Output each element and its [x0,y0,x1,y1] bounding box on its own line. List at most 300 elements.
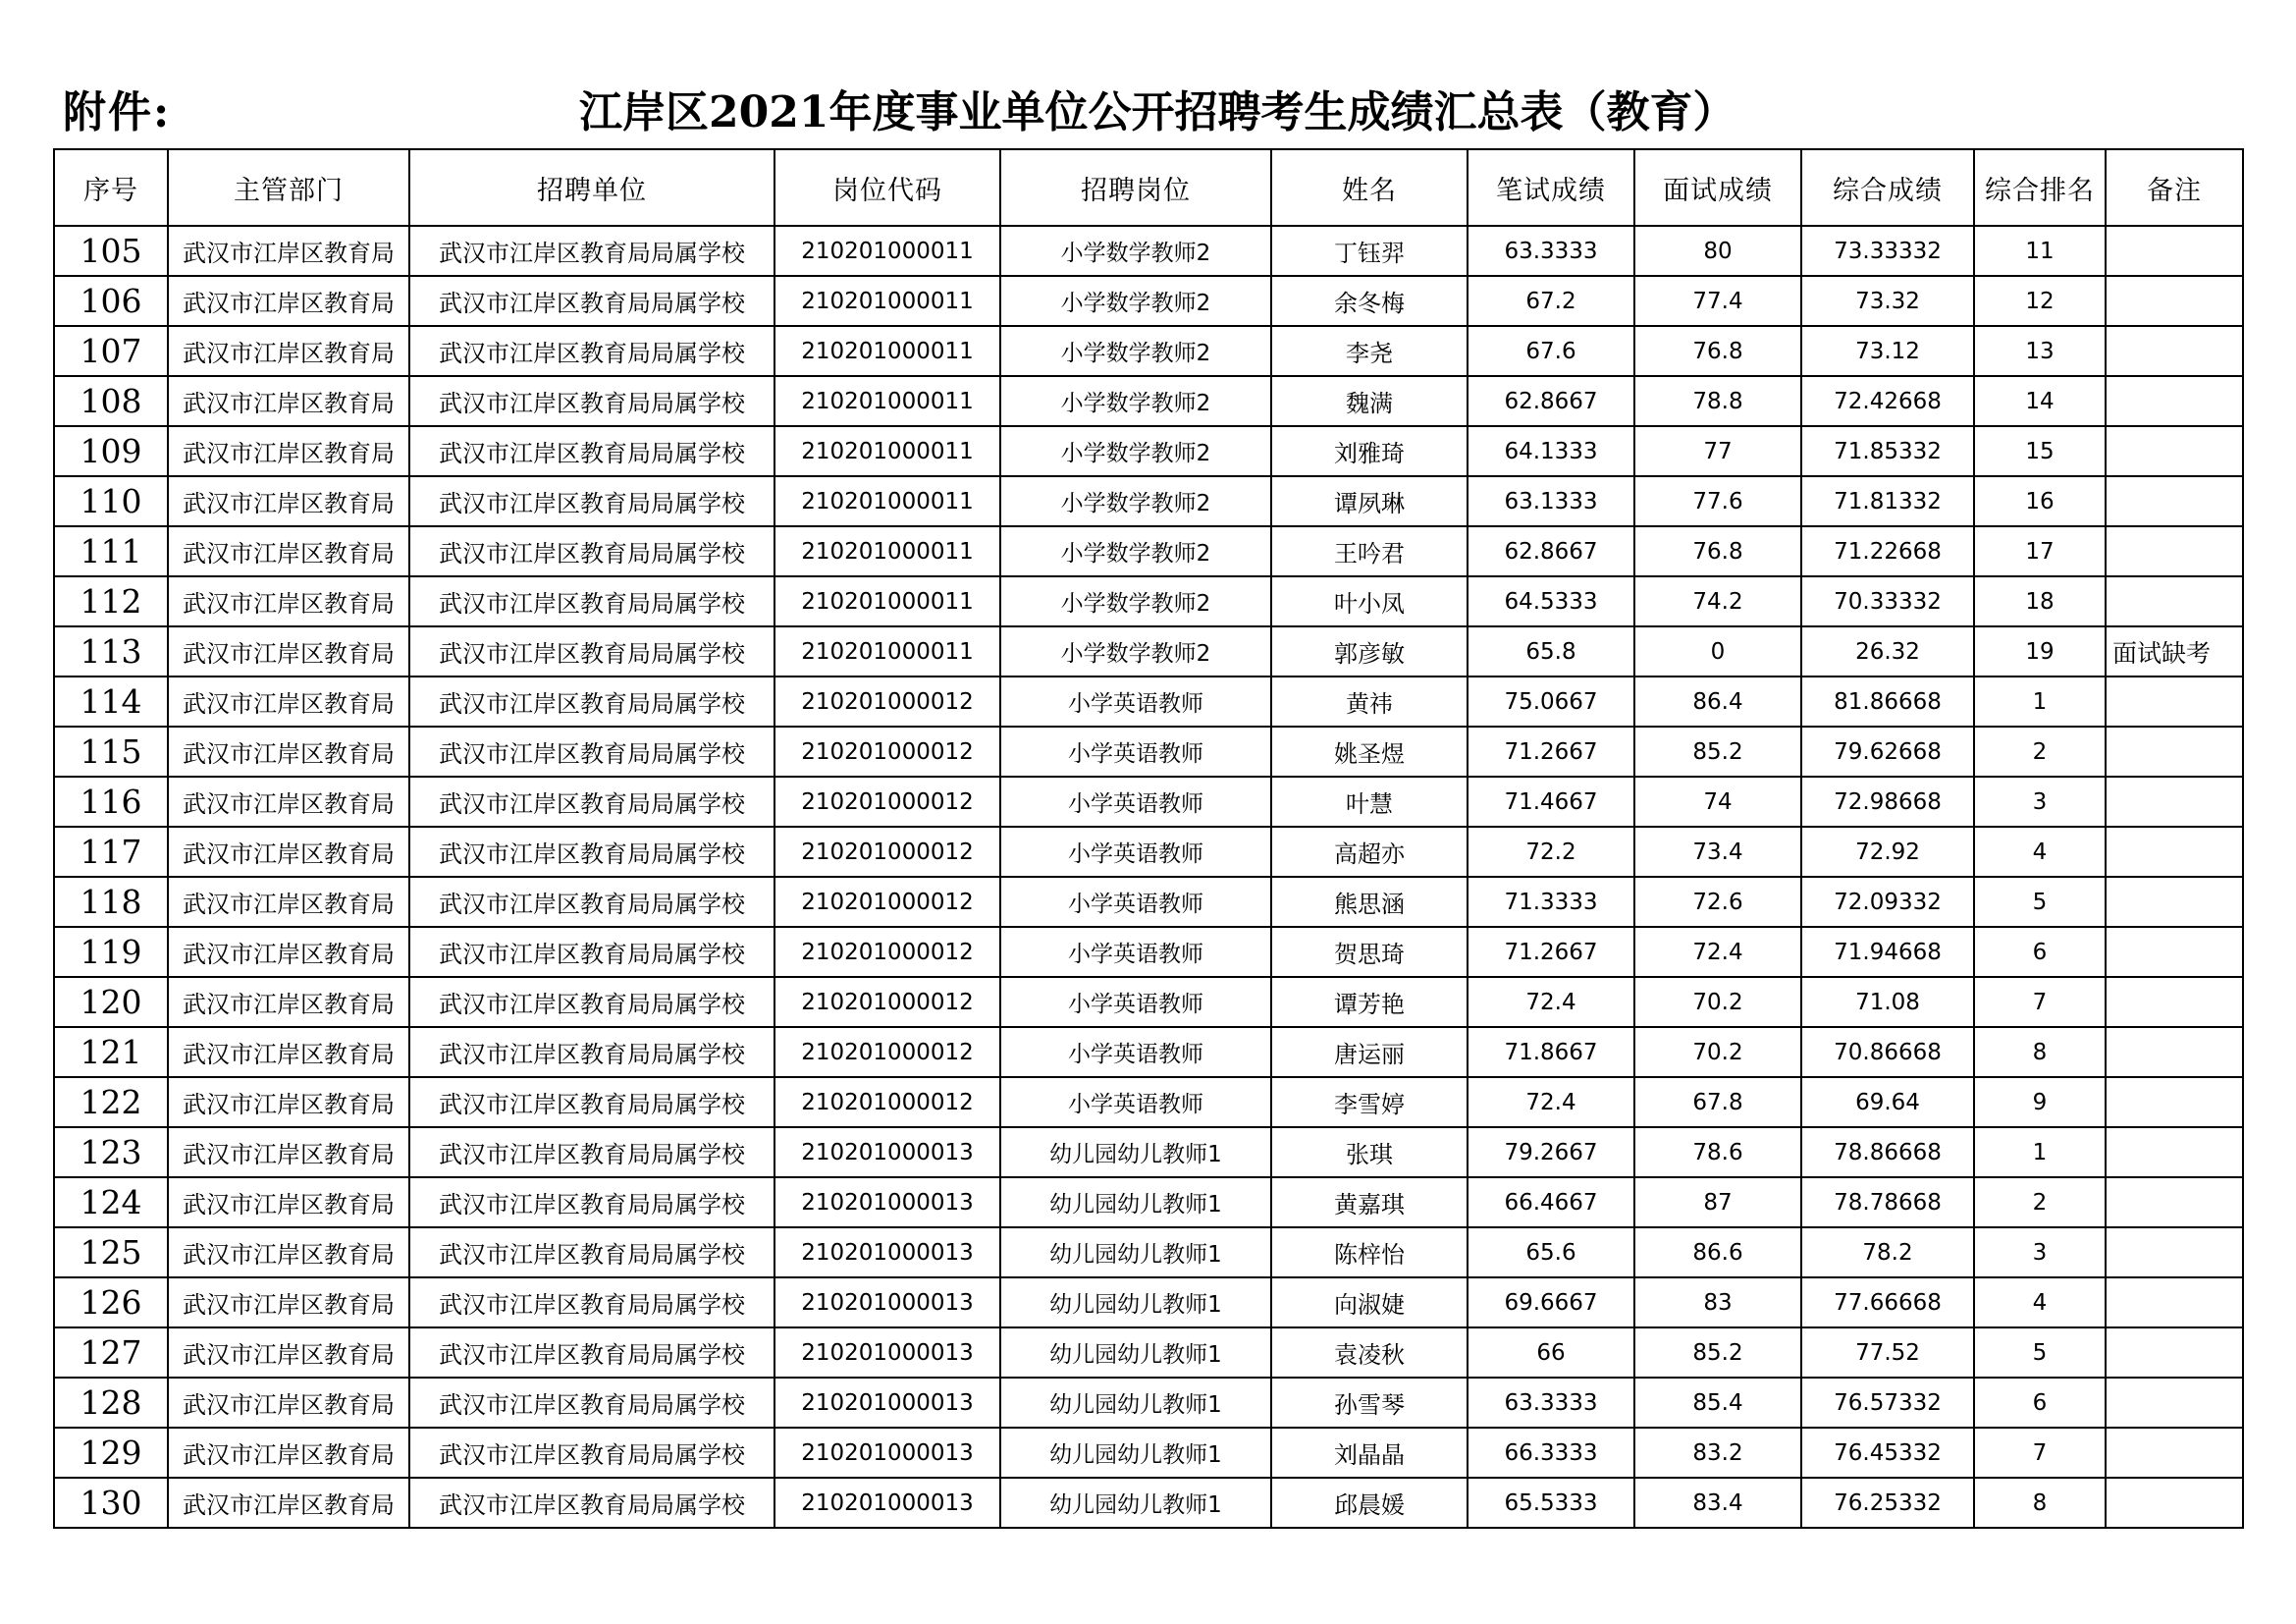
cell-seq: 107 [54,326,168,376]
table-row [54,626,2243,677]
cell-name: 邱晨媛 [1271,1478,1468,1528]
cell-rank: 3 [1974,1227,2106,1277]
cell-post: 小学英语教师 [1000,927,1271,977]
cell-interview: 77 [1634,426,1801,476]
cell-interview: 78.8 [1634,376,1801,426]
cell-rank: 8 [1974,1478,2106,1528]
cell-unit: 武汉市江岸区教育局局属学校 [409,827,774,877]
cell-seq: 116 [54,777,168,827]
cell-code: 210201000011 [774,326,1000,376]
cell-seq: 120 [54,977,168,1027]
cell-post: 幼儿园幼儿教师1 [1000,1127,1271,1177]
cell-note [2106,1177,2243,1227]
table-row [54,1327,2243,1378]
cell-note [2106,877,2243,927]
cell-code: 210201000012 [774,977,1000,1027]
cell-unit: 武汉市江岸区教育局局属学校 [409,727,774,777]
cell-seq: 126 [54,1277,168,1327]
cell-unit: 武汉市江岸区教育局局属学校 [409,526,774,576]
cell-post: 小学英语教师 [1000,977,1271,1027]
cell-name: 刘晶晶 [1271,1428,1468,1478]
cell-seq: 114 [54,677,168,727]
table-row [54,526,2243,576]
cell-unit: 武汉市江岸区教育局局属学校 [409,1177,774,1227]
cell-code: 210201000013 [774,1327,1000,1378]
cell-note [2106,1478,2243,1528]
cell-code: 210201000013 [774,1277,1000,1327]
cell-note [2106,1378,2243,1428]
cell-interview: 85.4 [1634,1378,1801,1428]
cell-code: 210201000012 [774,677,1000,727]
cell-dept: 武汉市江岸区教育局 [168,977,409,1027]
cell-unit: 武汉市江岸区教育局局属学校 [409,326,774,376]
cell-unit: 武汉市江岸区教育局局属学校 [409,977,774,1027]
cell-rank: 13 [1974,326,2106,376]
cell-seq: 129 [54,1428,168,1478]
cell-rank: 12 [1974,276,2106,326]
column-header: 招聘单位 [409,149,774,226]
cell-post: 幼儿园幼儿教师1 [1000,1378,1271,1428]
cell-code: 210201000011 [774,426,1000,476]
cell-code: 210201000011 [774,576,1000,626]
cell-total: 76.45332 [1801,1428,1974,1478]
table-row [54,677,2243,727]
cell-seq: 123 [54,1127,168,1177]
cell-seq: 111 [54,526,168,576]
cell-rank: 2 [1974,727,2106,777]
cell-code: 210201000013 [774,1127,1000,1177]
table-row [54,1077,2243,1127]
cell-note [2106,376,2243,426]
cell-interview: 85.2 [1634,1327,1801,1378]
cell-dept: 武汉市江岸区教育局 [168,777,409,827]
table-row [54,1378,2243,1428]
cell-unit: 武汉市江岸区教育局局属学校 [409,576,774,626]
cell-post: 幼儿园幼儿教师1 [1000,1478,1271,1528]
table-row [54,727,2243,777]
cell-interview: 86.4 [1634,677,1801,727]
cell-name: 丁钰羿 [1271,226,1468,276]
cell-total: 73.12 [1801,326,1974,376]
cell-rank: 6 [1974,927,2106,977]
cell-code: 210201000012 [774,877,1000,927]
cell-code: 210201000012 [774,1027,1000,1077]
cell-rank: 18 [1974,576,2106,626]
cell-total: 71.94668 [1801,927,1974,977]
cell-total: 70.86668 [1801,1027,1974,1077]
cell-dept: 武汉市江岸区教育局 [168,1127,409,1177]
cell-written: 72.2 [1468,827,1634,877]
cell-name: 袁凌秋 [1271,1327,1468,1378]
cell-written: 63.3333 [1468,1378,1634,1428]
cell-code: 210201000012 [774,1077,1000,1127]
cell-interview: 76.8 [1634,526,1801,576]
cell-note [2106,276,2243,326]
cell-code: 210201000011 [774,276,1000,326]
cell-note [2106,326,2243,376]
cell-rank: 5 [1974,1327,2106,1378]
cell-seq: 125 [54,1227,168,1277]
cell-name: 熊思涵 [1271,877,1468,927]
cell-rank: 6 [1974,1378,2106,1428]
cell-total: 73.32 [1801,276,1974,326]
column-header: 综合成绩 [1801,149,1974,226]
cell-total: 76.57332 [1801,1378,1974,1428]
cell-dept: 武汉市江岸区教育局 [168,326,409,376]
cell-dept: 武汉市江岸区教育局 [168,276,409,326]
cell-post: 小学数学教师2 [1000,476,1271,526]
cell-total: 77.66668 [1801,1277,1974,1327]
cell-unit: 武汉市江岸区教育局局属学校 [409,1428,774,1478]
cell-total: 78.78668 [1801,1177,1974,1227]
cell-seq: 118 [54,877,168,927]
cell-dept: 武汉市江岸区教育局 [168,1077,409,1127]
cell-written: 71.2667 [1468,727,1634,777]
cell-unit: 武汉市江岸区教育局局属学校 [409,927,774,977]
cell-post: 幼儿园幼儿教师1 [1000,1227,1271,1277]
cell-name: 黄嘉琪 [1271,1177,1468,1227]
cell-written: 71.2667 [1468,927,1634,977]
cell-interview: 0 [1634,626,1801,677]
cell-unit: 武汉市江岸区教育局局属学校 [409,677,774,727]
cell-dept: 武汉市江岸区教育局 [168,376,409,426]
cell-code: 210201000013 [774,1378,1000,1428]
table-row [54,1478,2243,1528]
cell-name: 余冬梅 [1271,276,1468,326]
cell-name: 高超亦 [1271,827,1468,877]
cell-written: 72.4 [1468,1077,1634,1127]
cell-note [2106,426,2243,476]
cell-total: 79.62668 [1801,727,1974,777]
cell-post: 小学数学教师2 [1000,276,1271,326]
cell-seq: 128 [54,1378,168,1428]
cell-written: 67.2 [1468,276,1634,326]
cell-note [2106,1227,2243,1277]
cell-unit: 武汉市江岸区教育局局属学校 [409,1378,774,1428]
cell-unit: 武汉市江岸区教育局局属学校 [409,1077,774,1127]
cell-total: 76.25332 [1801,1478,1974,1528]
table-row [54,276,2243,326]
cell-dept: 武汉市江岸区教育局 [168,226,409,276]
cell-written: 66.3333 [1468,1428,1634,1478]
cell-unit: 武汉市江岸区教育局局属学校 [409,476,774,526]
cell-seq: 108 [54,376,168,426]
cell-post: 幼儿园幼儿教师1 [1000,1327,1271,1378]
cell-interview: 87 [1634,1177,1801,1227]
cell-unit: 武汉市江岸区教育局局属学校 [409,226,774,276]
cell-post: 幼儿园幼儿教师1 [1000,1277,1271,1327]
cell-written: 62.8667 [1468,526,1634,576]
cell-note [2106,977,2243,1027]
document-header [0,69,2296,147]
cell-unit: 武汉市江岸区教育局局属学校 [409,1127,774,1177]
cell-total: 72.09332 [1801,877,1974,927]
cell-seq: 117 [54,827,168,877]
table-row [54,226,2243,276]
cell-total: 71.08 [1801,977,1974,1027]
cell-code: 210201000013 [774,1227,1000,1277]
document-title: 江岸区2021年度事业单位公开招聘考生成绩汇总表（教育） [579,87,1736,137]
cell-written: 65.6 [1468,1227,1634,1277]
cell-name: 陈梓怡 [1271,1227,1468,1277]
cell-seq: 110 [54,476,168,526]
cell-written: 72.4 [1468,977,1634,1027]
cell-rank: 1 [1974,1127,2106,1177]
cell-post: 小学数学教师2 [1000,626,1271,677]
cell-post: 小学数学教师2 [1000,526,1271,576]
cell-interview: 86.6 [1634,1227,1801,1277]
cell-note [2106,927,2243,977]
cell-unit: 武汉市江岸区教育局局属学校 [409,1277,774,1327]
cell-seq: 109 [54,426,168,476]
cell-code: 210201000012 [774,777,1000,827]
cell-post: 小学数学教师2 [1000,576,1271,626]
table-row [54,927,2243,977]
cell-rank: 15 [1974,426,2106,476]
cell-name: 李尧 [1271,326,1468,376]
cell-interview: 70.2 [1634,977,1801,1027]
cell-seq: 119 [54,927,168,977]
cell-seq: 112 [54,576,168,626]
cell-name: 郭彦敏 [1271,626,1468,677]
cell-post: 小学数学教师2 [1000,326,1271,376]
cell-post: 小学英语教师 [1000,1077,1271,1127]
cell-name: 姚圣煜 [1271,727,1468,777]
cell-total: 70.33332 [1801,576,1974,626]
cell-written: 71.4667 [1468,777,1634,827]
cell-note [2106,476,2243,526]
cell-interview: 80 [1634,226,1801,276]
cell-post: 小学英语教师 [1000,827,1271,877]
column-header: 面试成绩 [1634,149,1801,226]
cell-seq: 124 [54,1177,168,1227]
table-row [54,977,2243,1027]
column-header: 岗位代码 [774,149,1000,226]
cell-post: 小学英语教师 [1000,777,1271,827]
table-row [54,1227,2243,1277]
cell-interview: 85.2 [1634,727,1801,777]
table-body [54,226,2243,1528]
cell-note [2106,677,2243,727]
cell-dept: 武汉市江岸区教育局 [168,426,409,476]
cell-written: 65.8 [1468,626,1634,677]
cell-rank: 8 [1974,1027,2106,1077]
cell-seq: 121 [54,1027,168,1077]
cell-total: 72.98668 [1801,777,1974,827]
cell-interview: 83.2 [1634,1428,1801,1478]
cell-dept: 武汉市江岸区教育局 [168,1327,409,1378]
cell-unit: 武汉市江岸区教育局局属学校 [409,1227,774,1277]
results-table [53,148,2244,1529]
cell-code: 210201000013 [774,1478,1000,1528]
cell-rank: 19 [1974,626,2106,677]
cell-total: 72.42668 [1801,376,1974,426]
cell-interview: 72.6 [1634,877,1801,927]
cell-seq: 130 [54,1478,168,1528]
cell-code: 210201000013 [774,1177,1000,1227]
cell-rank: 2 [1974,1177,2106,1227]
column-header: 主管部门 [168,149,409,226]
cell-name: 叶慧 [1271,777,1468,827]
cell-post: 小学英语教师 [1000,877,1271,927]
table-row [54,1177,2243,1227]
cell-interview: 73.4 [1634,827,1801,877]
cell-unit: 武汉市江岸区教育局局属学校 [409,626,774,677]
cell-rank: 17 [1974,526,2106,576]
cell-written: 66 [1468,1327,1634,1378]
cell-interview: 76.8 [1634,326,1801,376]
table-header-row [54,149,2243,226]
cell-written: 65.5333 [1468,1478,1634,1528]
table-row [54,1127,2243,1177]
attachment-label: 附件: [63,87,172,137]
column-header: 笔试成绩 [1468,149,1634,226]
cell-name: 孙雪琴 [1271,1378,1468,1428]
cell-code: 210201000012 [774,727,1000,777]
cell-seq: 127 [54,1327,168,1378]
cell-code: 210201000012 [774,827,1000,877]
cell-interview: 78.6 [1634,1127,1801,1177]
table-row [54,376,2243,426]
cell-dept: 武汉市江岸区教育局 [168,1177,409,1227]
cell-seq: 122 [54,1077,168,1127]
cell-written: 75.0667 [1468,677,1634,727]
table-row [54,827,2243,877]
cell-name: 唐运丽 [1271,1027,1468,1077]
cell-post: 幼儿园幼儿教师1 [1000,1428,1271,1478]
cell-post: 幼儿园幼儿教师1 [1000,1177,1271,1227]
cell-dept: 武汉市江岸区教育局 [168,677,409,727]
table-row [54,426,2243,476]
cell-dept: 武汉市江岸区教育局 [168,1478,409,1528]
cell-seq: 105 [54,226,168,276]
cell-rank: 14 [1974,376,2106,426]
cell-written: 69.6667 [1468,1277,1634,1327]
cell-note [2106,1127,2243,1177]
table-row [54,326,2243,376]
cell-note [2106,1428,2243,1478]
cell-total: 78.2 [1801,1227,1974,1277]
cell-name: 王吟君 [1271,526,1468,576]
table-row [54,1277,2243,1327]
cell-dept: 武汉市江岸区教育局 [168,526,409,576]
cell-total: 71.81332 [1801,476,1974,526]
cell-interview: 67.8 [1634,1077,1801,1127]
column-header: 备注 [2106,149,2243,226]
cell-code: 210201000011 [774,626,1000,677]
cell-total: 72.92 [1801,827,1974,877]
cell-interview: 83 [1634,1277,1801,1327]
cell-rank: 3 [1974,777,2106,827]
cell-interview: 74.2 [1634,576,1801,626]
table-row [54,476,2243,526]
cell-interview: 77.6 [1634,476,1801,526]
cell-dept: 武汉市江岸区教育局 [168,1027,409,1077]
cell-written: 63.1333 [1468,476,1634,526]
cell-note [2106,1027,2243,1077]
cell-seq: 106 [54,276,168,326]
cell-name: 魏满 [1271,376,1468,426]
cell-name: 贺思琦 [1271,927,1468,977]
cell-written: 63.3333 [1468,226,1634,276]
cell-post: 小学数学教师2 [1000,426,1271,476]
cell-rank: 7 [1974,1428,2106,1478]
cell-total: 78.86668 [1801,1127,1974,1177]
table-row [54,1428,2243,1478]
cell-interview: 72.4 [1634,927,1801,977]
cell-name: 谭夙琳 [1271,476,1468,526]
cell-code: 210201000011 [774,526,1000,576]
cell-name: 刘雅琦 [1271,426,1468,476]
cell-name: 叶小凤 [1271,576,1468,626]
table-row [54,576,2243,626]
cell-note: 面试缺考 [2106,626,2243,677]
cell-code: 210201000013 [774,1428,1000,1478]
column-header: 序号 [54,149,168,226]
cell-written: 79.2667 [1468,1127,1634,1177]
cell-code: 210201000011 [774,476,1000,526]
cell-total: 81.86668 [1801,677,1974,727]
cell-unit: 武汉市江岸区教育局局属学校 [409,877,774,927]
cell-note [2106,526,2243,576]
table-row [54,1027,2243,1077]
cell-rank: 9 [1974,1077,2106,1127]
cell-total: 71.22668 [1801,526,1974,576]
cell-unit: 武汉市江岸区教育局局属学校 [409,1327,774,1378]
cell-interview: 74 [1634,777,1801,827]
cell-name: 李雪婷 [1271,1077,1468,1127]
cell-interview: 83.4 [1634,1478,1801,1528]
cell-name: 谭芳艳 [1271,977,1468,1027]
cell-unit: 武汉市江岸区教育局局属学校 [409,426,774,476]
cell-name: 黄祎 [1271,677,1468,727]
cell-total: 77.52 [1801,1327,1974,1378]
cell-unit: 武汉市江岸区教育局局属学校 [409,276,774,326]
column-header: 招聘岗位 [1000,149,1271,226]
cell-name: 张琪 [1271,1127,1468,1177]
cell-post: 小学英语教师 [1000,677,1271,727]
cell-rank: 4 [1974,827,2106,877]
cell-seq: 115 [54,727,168,777]
cell-written: 71.8667 [1468,1027,1634,1077]
cell-rank: 1 [1974,677,2106,727]
cell-note [2106,1077,2243,1127]
cell-rank: 16 [1974,476,2106,526]
cell-dept: 武汉市江岸区教育局 [168,1428,409,1478]
cell-written: 71.3333 [1468,877,1634,927]
cell-dept: 武汉市江岸区教育局 [168,877,409,927]
cell-note [2106,777,2243,827]
cell-post: 小学数学教师2 [1000,376,1271,426]
cell-dept: 武汉市江岸区教育局 [168,1378,409,1428]
cell-note [2106,1327,2243,1378]
cell-post: 小学英语教师 [1000,1027,1271,1077]
cell-code: 210201000012 [774,927,1000,977]
cell-dept: 武汉市江岸区教育局 [168,927,409,977]
cell-dept: 武汉市江岸区教育局 [168,576,409,626]
cell-unit: 武汉市江岸区教育局局属学校 [409,1478,774,1528]
cell-unit: 武汉市江岸区教育局局属学校 [409,376,774,426]
cell-unit: 武汉市江岸区教育局局属学校 [409,1027,774,1077]
cell-written: 66.4667 [1468,1177,1634,1227]
cell-interview: 70.2 [1634,1027,1801,1077]
cell-name: 向淑婕 [1271,1277,1468,1327]
cell-unit: 武汉市江岸区教育局局属学校 [409,777,774,827]
cell-written: 67.6 [1468,326,1634,376]
cell-note [2106,1277,2243,1327]
cell-post: 小学英语教师 [1000,727,1271,777]
cell-dept: 武汉市江岸区教育局 [168,476,409,526]
